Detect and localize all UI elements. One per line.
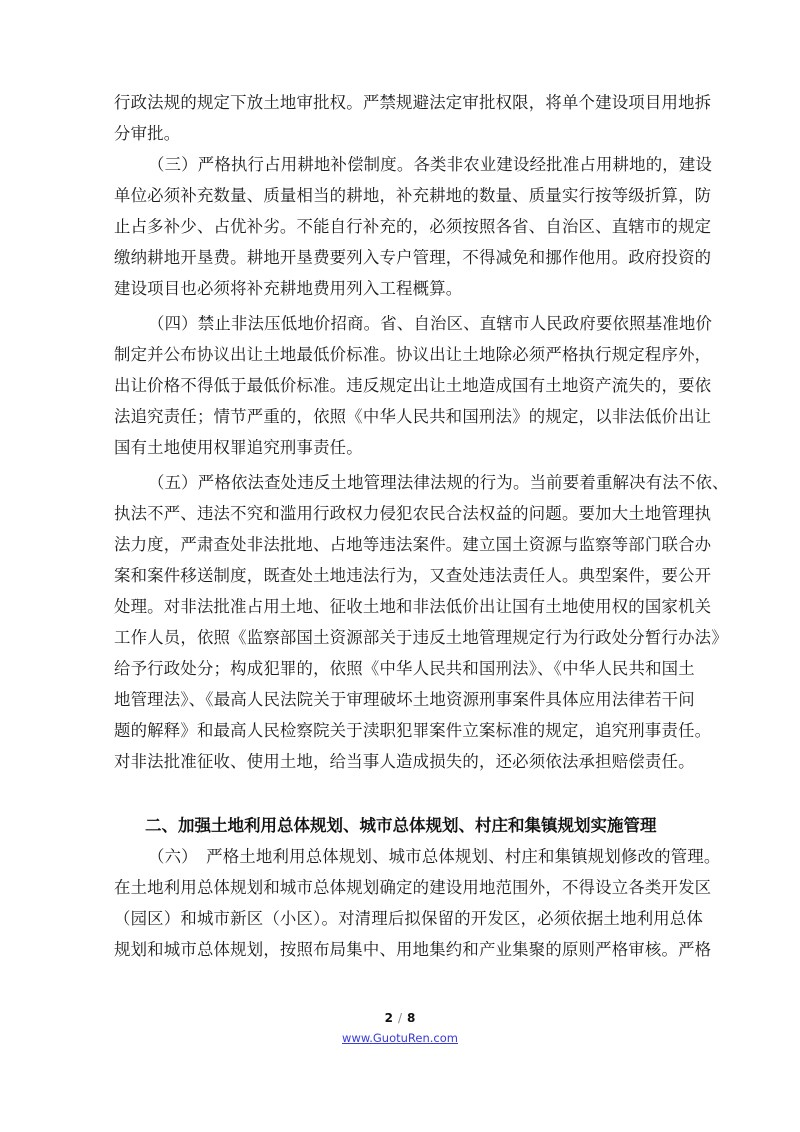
- text-line: 分审批。: [114, 124, 181, 143]
- text-line: 出让价格不得低于最低价标准。违反规定出让土地造成国有土地资产流失的，要依: [114, 376, 712, 395]
- text-line: 止占多补少、占优补劣。不能自行补充的，必须按照各省、自治区、直辖市的规定: [114, 217, 712, 236]
- text-line: （园区）和城市新区（小区）。对清理后拟保留的开发区，必须依据土地利用总体: [114, 909, 704, 928]
- text-line: 案和案件移送制度，既查处土地违法行为，又查处违法责任人。典型案件，要公开: [114, 566, 712, 585]
- text-line: 行政法规的规定下放土地审批权。严禁规避法定审批权限，将单个建设项目用地拆: [114, 93, 712, 112]
- text-line: 规划和城市总体规划，按照布局集中、用地集约和产业集聚的原则严格审核。严格: [114, 940, 712, 959]
- text-line: （四）禁止非法压低地价招商。省、自治区、直辖市人民政府要依照基准地价: [148, 314, 713, 333]
- text-line: 缴纳耕地开垦费。耕地开垦费要列入专户管理，不得减免和挪作他用。政府投资的: [114, 248, 712, 267]
- text-line: （六） 严格土地利用总体规划、城市总体规划、村庄和集镇规划修改的管理。: [148, 847, 721, 866]
- website-link[interactable]: www.GuotuRen.com: [342, 1031, 458, 1045]
- text-line: 单位必须补充数量、质量相当的耕地，补充耕地的数量、质量实行按等级折算，防: [114, 186, 712, 205]
- text-line: 题的解释》和最高人民检察院关于渎职犯罪案件立案标准的规定，追究刑事责任。: [114, 721, 712, 740]
- text-line: 国有土地使用权罪追究刑事责任。: [114, 438, 363, 457]
- text-line: 对非法批准征收、使用土地，给当事人造成损失的，还必须依法承担赔偿责任。: [114, 752, 695, 771]
- current-page: 2: [384, 1011, 393, 1025]
- text-line: （五）严格依法查处违反土地管理法律法规的行为。当前要着重解决有法不依、: [148, 473, 729, 492]
- page-separator: /: [397, 1011, 403, 1025]
- text-line: （三）严格执行占用耕地补偿制度。各类非农业建设经批准占用耕地的，建设: [148, 155, 713, 174]
- section-heading: 二、加强土地利用总体规划、城市总体规划、村庄和集镇规划实施管理: [145, 816, 657, 835]
- text-line: 法追究责任；情节严重的，依照《中华人民共和国刑法》的规定，以非法低价出让: [114, 407, 712, 426]
- text-line: 执法不严、违法不究和滥用行政权力侵犯农民合法权益的问题。要加大土地管理执: [114, 504, 712, 523]
- text-line: 建设项目也必须将补充耕地费用列入工程概算。: [114, 279, 463, 298]
- text-line: 制定并公布协议出让土地最低价标准。协议出让土地除必须严格执行规定程序外，: [114, 345, 712, 364]
- total-pages: 8: [407, 1011, 416, 1025]
- text-line: 地管理法》、《最高人民法院关于审理破坏土地资源刑事案件具体应用法律若干问: [114, 690, 695, 709]
- page-number: [0, 1011, 800, 1025]
- text-line: 处理。对非法批准占用土地、征收土地和非法低价出让国有土地使用权的国家机关: [114, 597, 712, 616]
- text-line: 法力度，严肃查处非法批地、占地等违法案件。建立国土资源与监察等部门联合办: [114, 535, 712, 554]
- text-line: 给予行政处分；构成犯罪的，依照《中华人民共和国刑法》、《中华人民共和国土: [114, 659, 695, 678]
- text-line: 工作人员，依照《监察部国土资源部关于违反土地管理规定行为行政处分暂行办法》: [114, 628, 728, 647]
- text-line: 在土地利用总体规划和城市总体规划确定的建设用地范围外，不得设立各类开发区: [114, 878, 712, 897]
